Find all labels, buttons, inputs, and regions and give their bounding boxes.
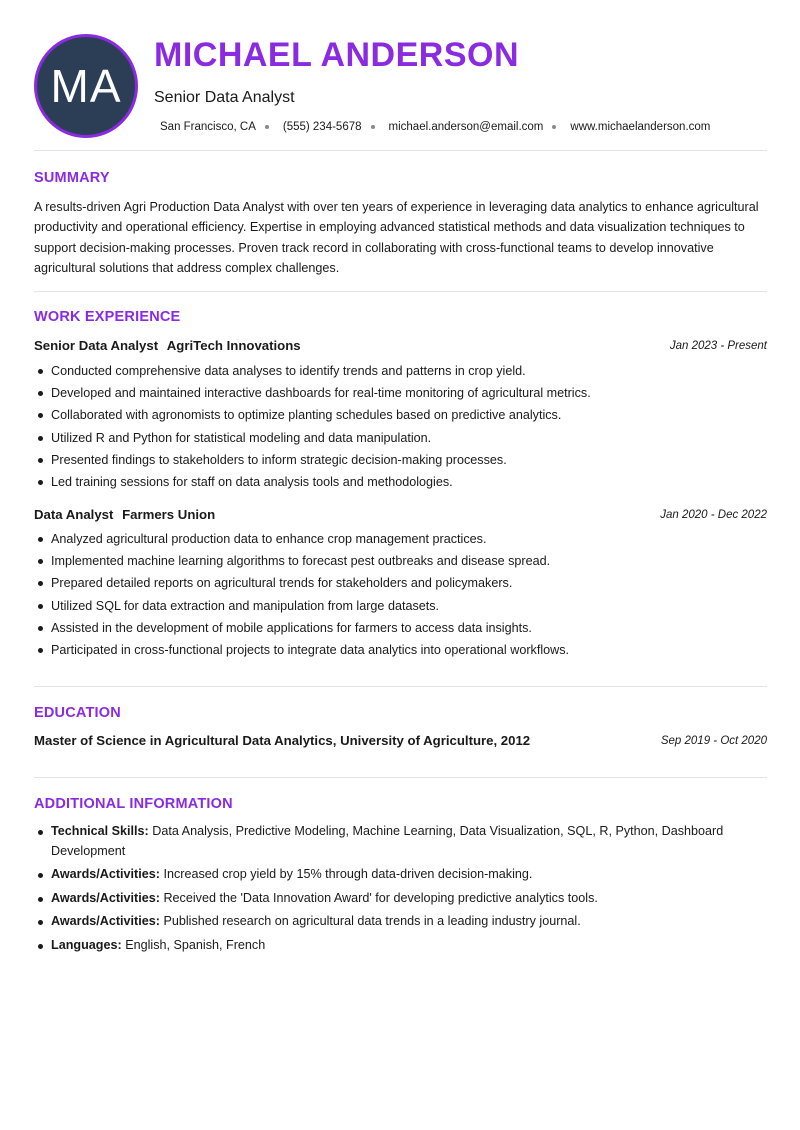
- job-company: Farmers Union: [122, 507, 216, 522]
- bullet-icon: [38, 648, 43, 653]
- list-item: Collaborated with agronomists to optimize planting schedules based on predictive analytics.: [34, 404, 767, 426]
- list-item: Presented findings to stakeholders to inform strategic decision-making processes.: [34, 449, 767, 471]
- separator-dot-icon: [371, 125, 375, 129]
- bullet-icon: [38, 830, 43, 835]
- job-position: Senior Data Analyst: [34, 338, 159, 353]
- list-item: Analyzed agricultural production data to enhance crop management practices.: [34, 528, 767, 550]
- section-title-education: EDUCATION: [34, 705, 121, 721]
- job-heading: [34, 507, 215, 522]
- divider: [34, 291, 767, 292]
- job-dates: Jan 2023 - Present: [669, 340, 767, 352]
- job-bullet-list: [34, 360, 767, 493]
- section-title-additional-information: ADDITIONAL INFORMATION: [34, 796, 233, 812]
- list-item: Participated in cross-functional projects to integrate data analytics into operational workflows.: [34, 639, 767, 661]
- list-item: Led training sessions for staff on data analysis tools and methodologies.: [34, 471, 767, 493]
- list-item: Awards/Activities: Increased crop yield by 15% through data-driven decision-making.: [34, 865, 767, 885]
- contact-bar: [160, 121, 710, 133]
- bullet-icon: [38, 391, 43, 396]
- job-bullet-list: [34, 528, 767, 661]
- bullet-icon: [38, 413, 43, 418]
- bullet-icon: [38, 626, 43, 631]
- bullet-icon: [38, 537, 43, 542]
- list-item: Assisted in the development of mobile applications for farmers to access data insights.: [34, 617, 767, 639]
- bullet-icon: [38, 436, 43, 441]
- contact-website[interactable]: www.michaelanderson.com: [570, 121, 711, 133]
- list-item: Implemented machine learning algorithms to forecast pest outbreaks and disease spread.: [34, 550, 767, 572]
- job-dates: Jan 2020 - Dec 2022: [660, 509, 767, 521]
- bullet-icon: [38, 559, 43, 564]
- contact-phone: (555) 234-5678: [282, 121, 362, 133]
- list-item: Awards/Activities: Published research on agricultural data trends in a leading industry journal.: [34, 912, 767, 932]
- education-degree: Master of Science in Agricultural Data Analytics, University of Agriculture, 2012: [34, 733, 531, 748]
- section-title-work-experience: WORK EXPERIENCE: [34, 309, 181, 325]
- education-dates: Sep 2019 - Oct 2020: [660, 735, 767, 747]
- bullet-icon: [38, 369, 43, 374]
- contact-location: San Francisco, CA: [160, 121, 256, 133]
- list-item: Languages: English, Spanish, French: [34, 936, 767, 956]
- divider: [34, 777, 767, 778]
- list-item: Prepared detailed reports on agricultural trends for stakeholders and policymakers.: [34, 572, 767, 594]
- list-item: Awards/Activities: Received the 'Data Innovation Award' for developing predictive analytics tools.: [34, 889, 767, 909]
- candidate-name: MICHAEL ANDERSON: [154, 36, 520, 74]
- job-heading: [34, 338, 301, 353]
- section-title-summary: SUMMARY: [34, 170, 110, 186]
- summary-text: A results-driven Agri Production Data Analyst with over ten years of experience in leveraging data analytics to enhance agricultural productivity and operational efficiency. Expertise in employing advanced statistical methods and data visualization techniques to support decision-making processes. Proven track record in collaborating with cross-functional teams to develop innovative agricultural solutions that address complex challenges.: [34, 200, 759, 275]
- divider: [34, 686, 767, 687]
- avatar: MA: [34, 34, 138, 138]
- list-item: Utilized R and Python for statistical modeling and data manipulation.: [34, 427, 767, 449]
- bullet-icon: [38, 458, 43, 463]
- job-role: Senior Data Analyst: [154, 89, 295, 106]
- bullet-icon: [38, 897, 43, 902]
- list-item: Developed and maintained interactive dashboards for real-time monitoring of agricultural metrics.: [34, 382, 767, 404]
- job-company: AgriTech Innovations: [166, 338, 301, 353]
- bullet-icon: [38, 581, 43, 586]
- separator-dot-icon: [552, 125, 556, 129]
- job-position: Data Analyst: [34, 507, 114, 522]
- list-item: Conducted comprehensive data analyses to identify trends and patterns in crop yield.: [34, 360, 767, 382]
- contact-email[interactable]: michael.anderson@email.com: [388, 121, 544, 133]
- separator-dot-icon: [265, 125, 269, 129]
- list-item: Utilized SQL for data extraction and manipulation from large datasets.: [34, 595, 767, 617]
- bullet-icon: [38, 604, 43, 609]
- divider: [34, 150, 767, 151]
- additional-info-list: [34, 822, 767, 959]
- bullet-icon: [38, 944, 43, 949]
- bullet-icon: [38, 480, 43, 485]
- list-item: Technical Skills: Data Analysis, Predictive Modeling, Machine Learning, Data Visualization, SQL, R, Python, Dashboard Development: [34, 822, 767, 861]
- bullet-icon: [38, 873, 43, 878]
- bullet-icon: [38, 920, 43, 925]
